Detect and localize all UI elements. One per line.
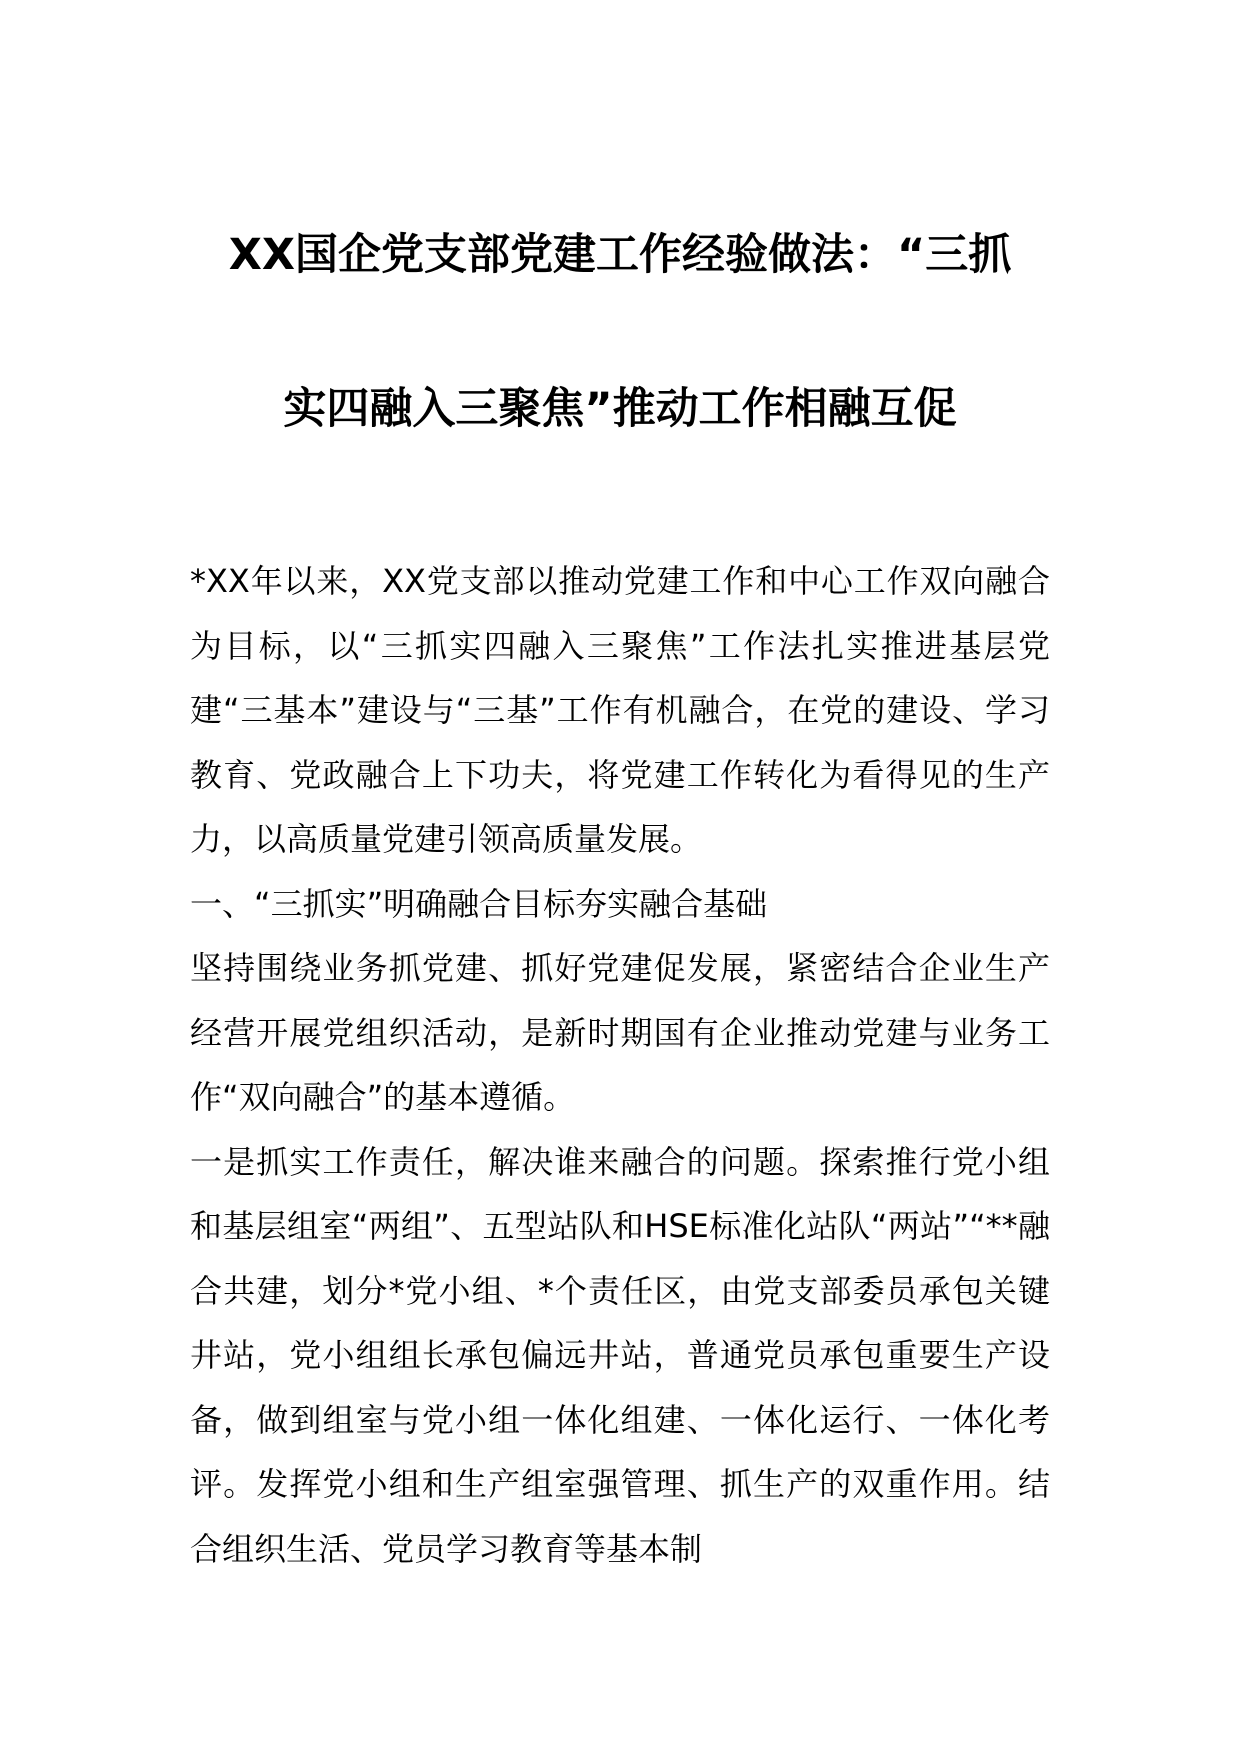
section-paragraph: 坚持围绕业务抓党建、抓好党建促发展，紧密结合企业生产经营开展党组织活动，是新时期国有企业推动党建与业务工作“双向融合”的基本遵循。 [190,949,1050,1116]
document-title [190,178,1050,486]
section-heading-1: 一、“三抓实”明确融合目标夯实融合基础 [190,884,768,923]
title-line-2: 实四融入三聚焦”推动工作相融互促 [283,384,957,434]
title-line-1: XX国企党支部党建工作经验做法：“三抓 [228,230,1012,280]
section-paragraph: 一是抓实工作责任，解决谁来融合的问题。探索推行党小组和基层组室“两组”、五型站队和HSE标准化站队“两站”“**融合共建，划分*党小组、*个责任区，由党支部委员承包关键井站，党小组组长承包偏远井站，普通党员承包重要生产设备，做到组室与党小组一体化组建、一体化运行、一体化考评。发挥党小组和生产组室强管理、抓生产的双重作用。结合组织生活、党员学习教育等基本制 [190,1142,1050,1568]
intro-paragraph: *XX年以来，XX党支部以推动党建工作和中心工作双向融合为目标，以“三抓实四融入三聚焦”工作法扎实推进基层党建“三基本”建设与“三基”工作有机融合，在党的建设、学习教育、党政融合上下功夫，将党建工作转化为看得见的生产力，以高质量党建引领高质量发展。 [190,562,1050,858]
document-body [190,549,1050,1581]
